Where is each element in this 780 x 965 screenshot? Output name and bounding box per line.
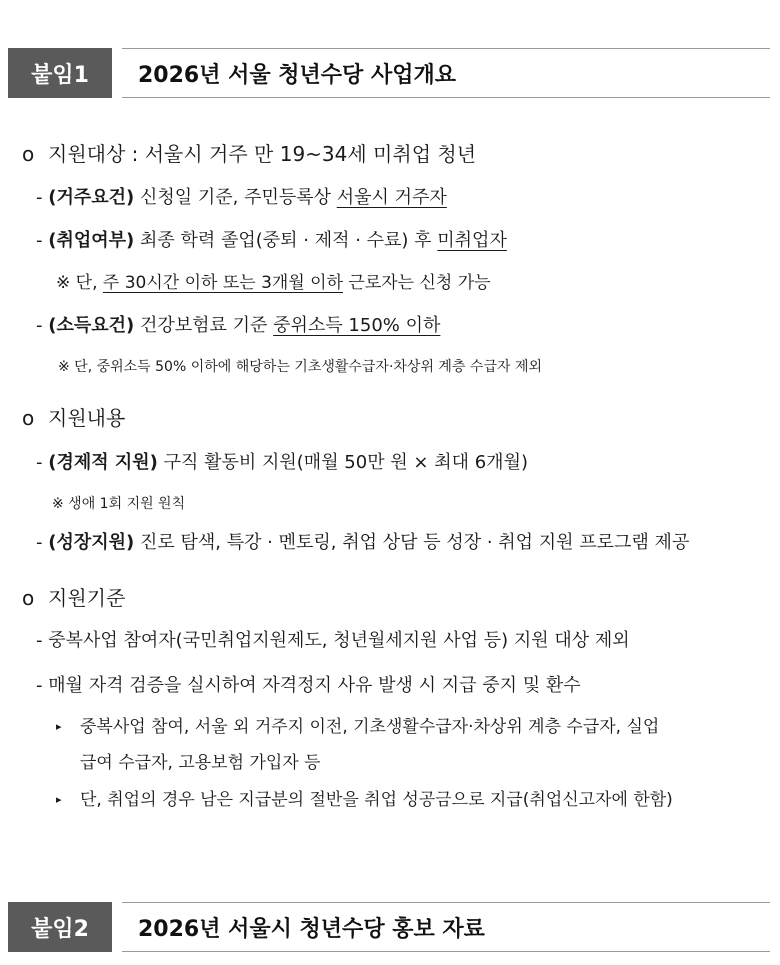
once-per-lifetime-note: ※ 생애 1회 지원 원칙 bbox=[52, 496, 186, 512]
attachment-2-header bbox=[8, 902, 770, 952]
duplicate-program-exclusion: - 중복사업 참여자(국민취업지원제도, 청년월세지원 사업 등) 지원 대상 제외 bbox=[36, 630, 630, 651]
income-exception-note: ※ 단, 중위소득 50% 이하에 해당하는 기초생활수급자·차상위 계층 수급자 제외 bbox=[58, 359, 542, 375]
underlined-text: 서울시 거주자 bbox=[336, 187, 447, 208]
employment-success-payment: ▸ 단, 취업의 경우 남은 지급분의 절반을 취업 성공금으로 지급(취업신고자에 한함) bbox=[56, 790, 673, 810]
triangle-bullet-icon: ▸ bbox=[56, 720, 62, 733]
suspension-reasons-continued: 급여 수급자, 고용보험 가입자 등 bbox=[80, 753, 321, 773]
triangle-bullet-icon: ▸ bbox=[56, 793, 62, 806]
section-title: 지원대상 : 서울시 거주 만 19~34세 미취업 청년 bbox=[48, 142, 477, 166]
income-requirement: - (소득요건) 건강보험료 기준 중위소득 150% 이하 bbox=[36, 315, 441, 336]
economic-support: - (경제적 지원) 구직 활동비 지원(매월 50만 원 × 최대 6개월) bbox=[36, 452, 528, 473]
section-title: 지원기준 bbox=[48, 586, 126, 610]
item-label: (경제적 지원) bbox=[48, 452, 158, 473]
section-support-heading bbox=[22, 408, 125, 428]
residence-requirement: - (거주요건) 신청일 기준, 주민등록상 서울시 거주자 bbox=[36, 187, 447, 208]
section-criteria-heading bbox=[22, 588, 125, 608]
section-bullet: o bbox=[22, 142, 35, 166]
item-label: (소득요건) bbox=[48, 315, 135, 336]
underlined-text: 주 30시간 이하 또는 3개월 이하 bbox=[102, 273, 343, 293]
attachment-1-header bbox=[8, 48, 770, 98]
section-bullet: o bbox=[22, 586, 35, 610]
attachment-2-title: 2026년 서울시 청년수당 홍보 자료 bbox=[138, 916, 485, 942]
attachment-2-tag: 붙임2 bbox=[8, 902, 112, 952]
suspension-reasons: ▸ 중복사업 참여, 서울 외 거주지 이전, 기초생활수급자·차상위 계층 수급자, 실업 bbox=[56, 717, 660, 737]
section-bullet: o bbox=[22, 406, 35, 430]
underlined-text: 미취업자 bbox=[437, 230, 507, 251]
monthly-verification: - 매월 자격 검증을 실시하여 자격정지 사유 발생 시 지급 중지 및 환수 bbox=[36, 675, 581, 696]
item-label: (성장지원) bbox=[48, 532, 135, 553]
item-label: (거주요건) bbox=[48, 187, 135, 208]
section-title: 지원내용 bbox=[48, 406, 126, 430]
underlined-text: 중위소득 150% 이하 bbox=[273, 315, 441, 336]
item-label: (취업여부) bbox=[48, 230, 135, 251]
employment-exception-note: ※ 단, 주 30시간 이하 또는 3개월 이하 근로자는 신청 가능 bbox=[56, 273, 491, 293]
growth-support: - (성장지원) 진로 탐색, 특강 · 멘토링, 취업 상담 등 성장 · 취업 지원 프로그램 제공 bbox=[36, 532, 690, 553]
employment-requirement: - (취업여부) 최종 학력 졸업(중퇴 · 제적 · 수료) 후 미취업자 bbox=[36, 230, 507, 251]
attachment-1-tag: 붙임1 bbox=[8, 48, 112, 98]
section-eligibility-heading bbox=[22, 144, 476, 164]
attachment-1-title: 2026년 서울 청년수당 사업개요 bbox=[138, 62, 456, 88]
